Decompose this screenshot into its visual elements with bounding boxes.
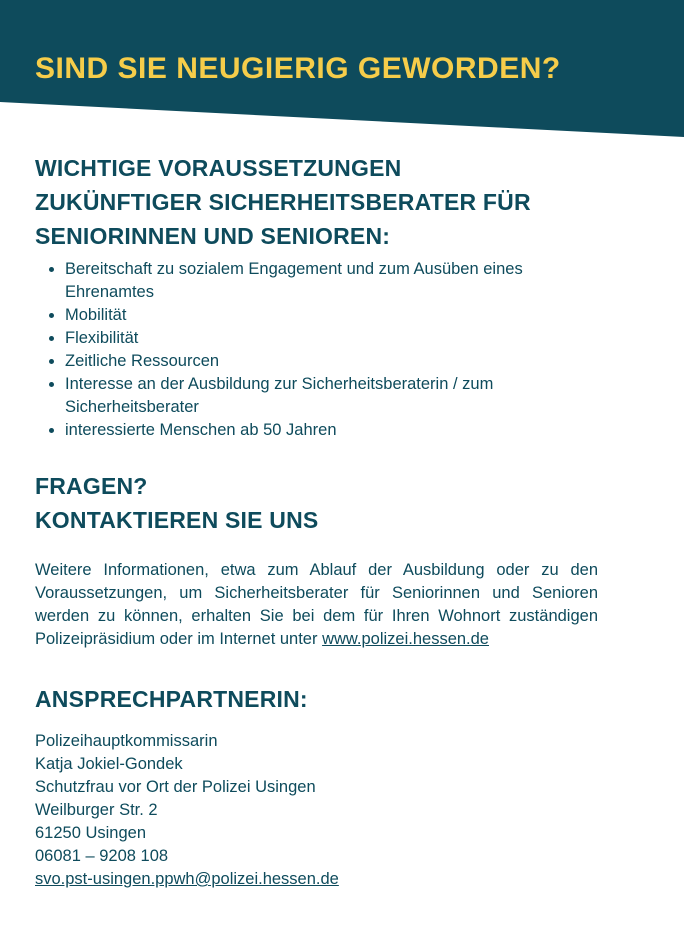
questions-heading-line: FRAGEN? — [35, 473, 148, 499]
requirements-heading-line: SENIORINNEN UND SENIOREN: — [35, 223, 391, 249]
contact-role: Schutzfrau vor Ort der Polizei Usingen — [35, 778, 316, 796]
contact-phone: 06081 – 9208 108 — [35, 847, 169, 865]
header-banner — [0, 0, 684, 140]
contact-rank: Polizeihauptkommissarin — [35, 732, 218, 750]
questions-heading — [35, 469, 655, 537]
contact-name: Katja Jokiel-Gondek — [35, 755, 183, 773]
requirement-item: interessierte Menschen ab 50 Jahren — [35, 419, 615, 442]
main-content — [35, 151, 655, 891]
banner-title: SIND SIE NEUGIERIG GEWORDEN? — [35, 52, 561, 85]
website-link[interactable]: www.polizei.hessen.de — [322, 630, 489, 648]
requirement-item: Interesse an der Ausbildung zur Sicherheitsberaterin / zum Sicherheitsberater — [35, 373, 615, 419]
requirement-item: Zeitliche Ressourcen — [35, 350, 615, 373]
info-text: Weitere Informationen, etwa zum Ablauf der Ausbildung oder zu den Voraussetzungen, um Sicherheitsberater für Seniorinnen und Senioren werden zu können, erhalten Sie bei dem für Ihren Wohnort zuständigen Polizeipräsidium oder im Internet unter — [35, 561, 598, 648]
requirements-heading — [35, 151, 655, 253]
requirements-section — [35, 151, 655, 442]
info-paragraph — [35, 559, 598, 651]
questions-section — [35, 469, 655, 651]
requirements-list — [35, 258, 655, 442]
contact-heading: ANSPRECHPARTNERIN: — [35, 686, 308, 712]
contact-details — [35, 730, 655, 891]
requirements-heading-line: ZUKÜNFTIGER SICHERHEITSBERATER FÜR — [35, 189, 531, 215]
requirement-item: Flexibilität — [35, 327, 615, 350]
requirement-item: Mobilität — [35, 304, 615, 327]
contact-section — [35, 682, 655, 891]
requirement-item: Bereitschaft zu sozialem Engagement und zum Ausüben eines Ehrenamtes — [35, 258, 615, 304]
contact-email-link[interactable]: svo.pst-usingen.ppwh@polizei.hessen.de — [35, 870, 339, 888]
requirements-heading-line: WICHTIGE VORAUSSETZUNGEN — [35, 155, 402, 181]
contact-city: 61250 Usingen — [35, 824, 147, 842]
contact-street: Weilburger Str. 2 — [35, 801, 158, 819]
questions-heading-line: KONTAKTIEREN SIE UNS — [35, 507, 319, 533]
